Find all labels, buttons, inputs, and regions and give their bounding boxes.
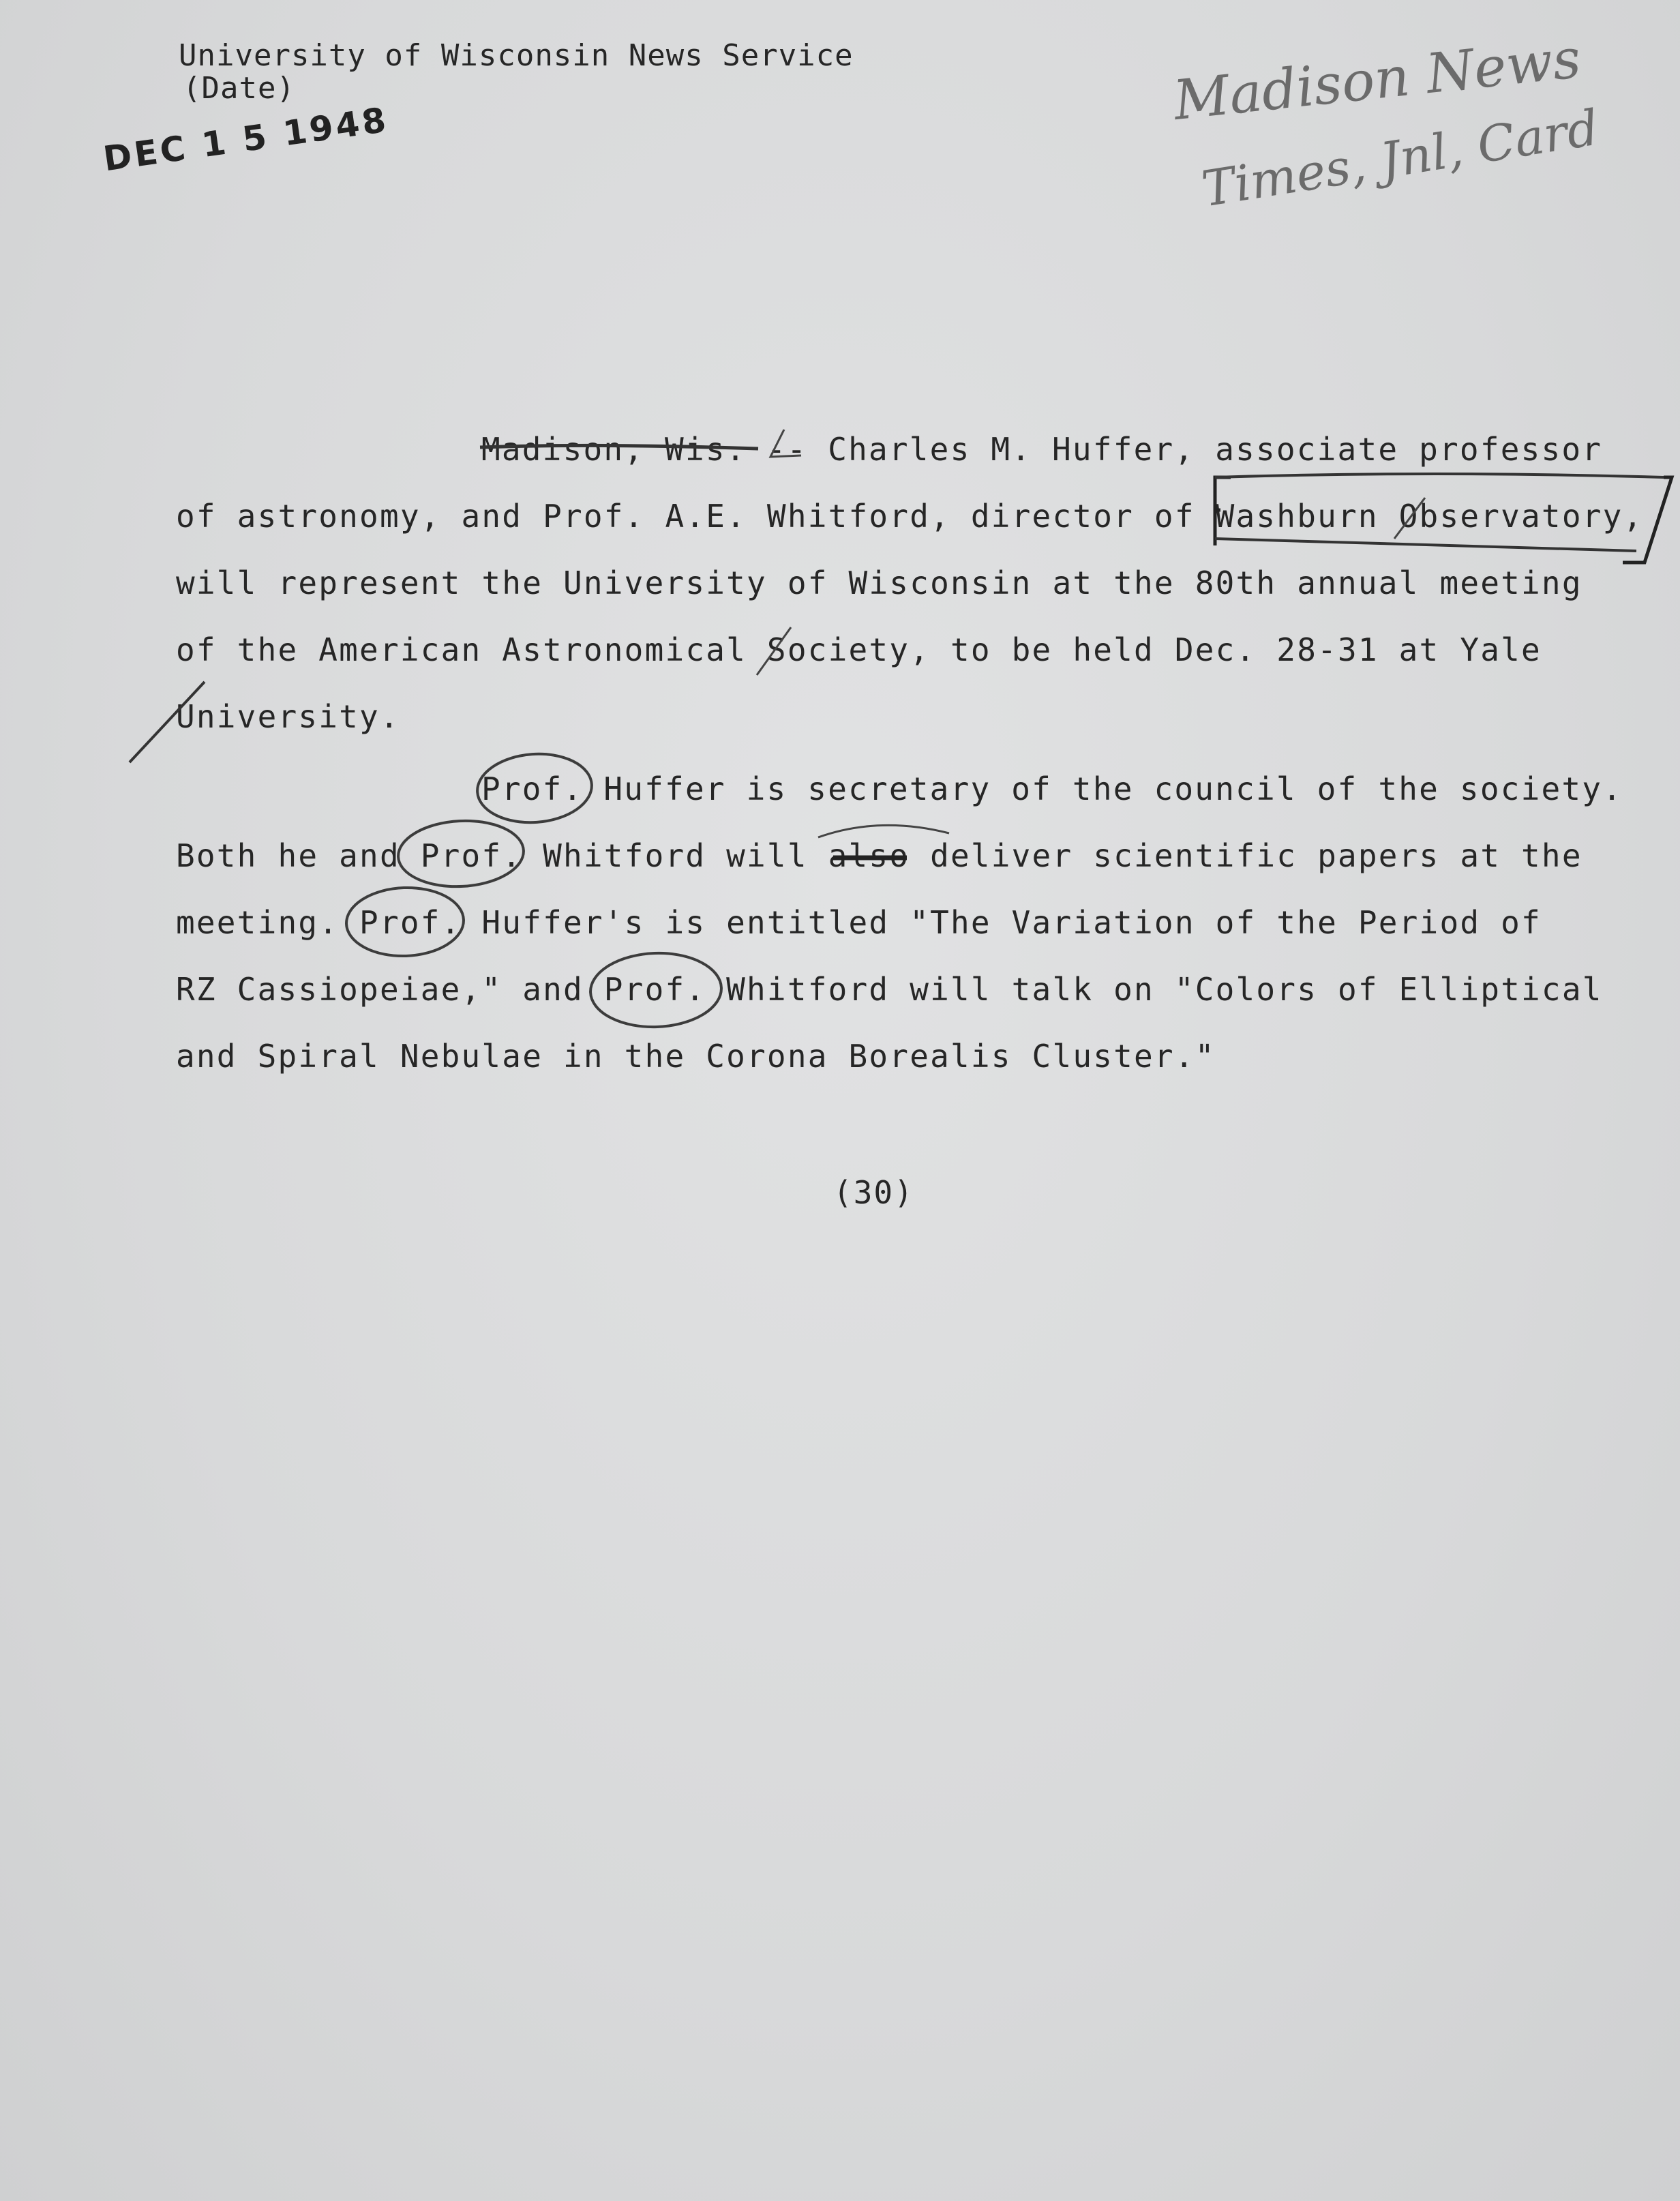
date-label: (Date) (183, 71, 295, 106)
body-line-8: meeting. Prof. Huffer's is entitled "The Variation of the Period of (176, 904, 1542, 941)
date-stamp: DEC 1 5 1948 (101, 100, 391, 179)
close-up-arc (818, 825, 949, 837)
body-line-9: RZ Cassiopeiae," and Prof. Whitford will talk on "Colors of Elliptical (176, 971, 1603, 1008)
body-line-3: will represent the University of Wisconsin at the 80th annual meeting (176, 565, 1582, 601)
body-line-6: Prof. Huffer is secretary of the council of the society. (481, 770, 1623, 807)
box-washburn-bottom (1215, 539, 1636, 551)
body-line-7: Both he and Prof. Whitford will also deliver scientific papers at the (176, 837, 1582, 874)
body-line-5: University. (176, 698, 400, 735)
body-line-1: Madison, Wis. -- Charles M. Huffer, associate professor (481, 431, 1603, 468)
body-line-10: and Spiral Nebulae in the Corona Borealis Cluster." (176, 1038, 1216, 1075)
body-line-2: of astronomy, and Prof. A.E. Whitford, director of Washburn Observatory, (176, 498, 1644, 535)
handwritten-note-top: Madison News (1170, 26, 1584, 133)
handwritten-note-bottom: Times, Jnl, Card (1198, 98, 1603, 218)
news-service-header: University of Wisconsin News Service (179, 38, 854, 73)
end-mark: (30) (833, 1174, 914, 1211)
body-line-4: of the American Astronomical Society, to be held Dec. 28-31 at Yale (176, 631, 1542, 668)
box-washburn-top (1215, 474, 1664, 477)
